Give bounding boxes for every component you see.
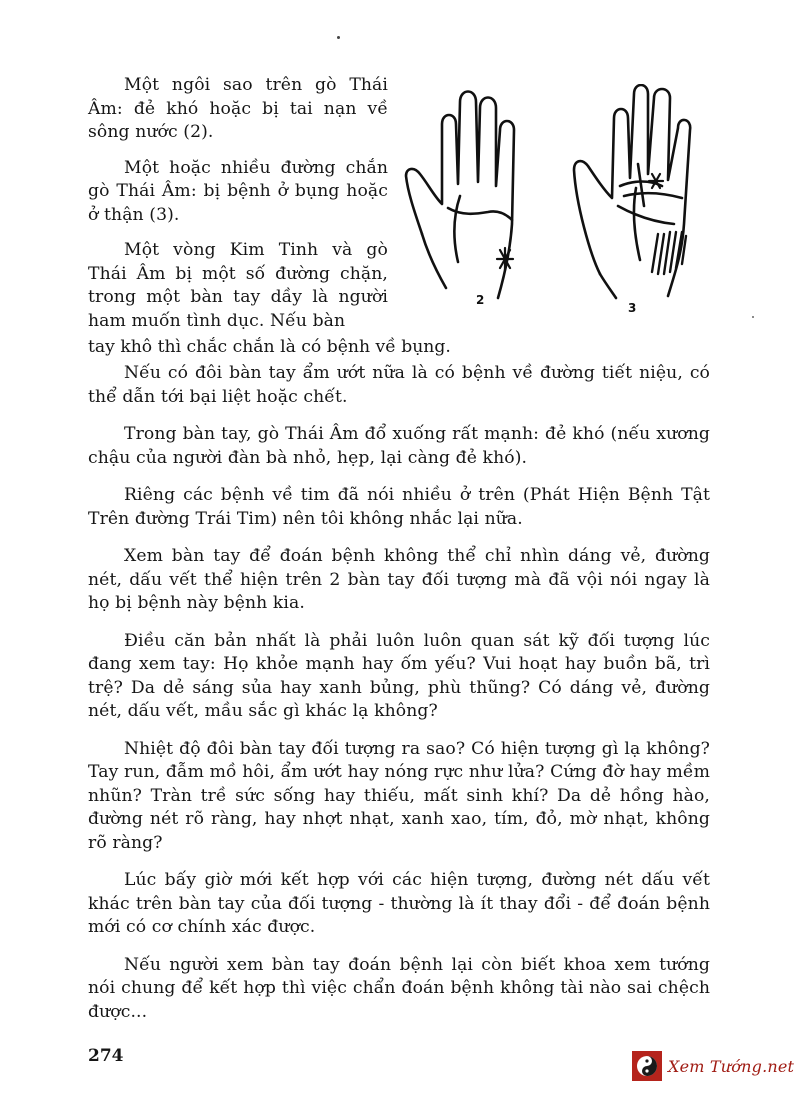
paragraph-combine-signs: Lúc bấy giờ mới kết hợp với các hiện tượng, đường nét dấu vết khác trên bàn tay của đối tượng - thường là ít thay đổi - để đoán bệnh mới có cơ chính xác được. — [88, 870, 710, 937]
page-number: 274 — [88, 1046, 124, 1066]
star-mark-icon — [497, 248, 513, 270]
paragraph-observe-subject: Điều căn bản nhất là phải luôn luôn quan sát kỹ đối tượng lúc đang xem tay: Họ khỏe mạnh hay ốm yếu? Vui hoạt hay buồn bã, trì trệ? Da dẻ sáng sủa hay xanh bủng, phù thũng? Có dáng vẻ, đường nét, dấu vết, mầu sắc gì khác lạ không? — [88, 630, 710, 721]
yin-yang-icon — [632, 1051, 662, 1081]
hand-figure-3 — [574, 85, 690, 298]
site-watermark[interactable] — [632, 1049, 794, 1083]
figure-label-2: 2 — [476, 293, 485, 307]
body-text-block — [88, 362, 710, 1038]
paragraph-not-only-lines: Xem bàn tay để đoán bệnh không thể chỉ nhìn dáng vẻ, đường nét, dấu vết thể hiện trên 2 bàn tay đối tượng mà đã vội nói ngay là họ bị bệnh này bệnh kia. — [88, 546, 710, 613]
paragraph-barring-lines: Một hoặc nhiều đường chắn gò Thái Âm: bị bệnh ở bụng hoặc ở thận (3). — [88, 157, 388, 225]
watermark-text: Xem Tướng.net — [668, 1056, 795, 1076]
scan-speck — [752, 316, 754, 318]
paragraph-moon-mount: Trong bàn tay, gò Thái Âm đổ xuống rất mạnh: đẻ khó (nếu xương chậu của người đàn bà nhỏ, hẹp, lại càng đẻ khó). — [88, 424, 710, 468]
palm-illustrations-svg — [398, 84, 728, 324]
paragraph-star: Một ngôi sao trên gò Thái Âm: đẻ khó hoặc bị tai nạn về sông nước (2). — [88, 75, 388, 142]
paragraph-heart-diseases: Riêng các bệnh về tim đã nói nhiều ở trên (Phát Hiện Bệnh Tật Trên đường Trái Tim) nên tôi không nhắc lại nữa. — [88, 485, 710, 529]
hand-figure-2 — [406, 92, 514, 299]
paragraph-temperature: Nhiệt độ đôi bàn tay đối tượng ra sao? Có hiện tượng gì lạ không? Tay run, đẫm mồ hôi, ẩm ướt hay nóng rực như lửa? Cứng đờ hay mềm nhũn? Tràn trề sức sống hay thiếu, mất sinh khí? Da dẻ hồng hào, đường nét rõ ràng, hay nhợt nhạt, xanh xao, tím, đỏ, mờ nhạt, không rõ ràng? — [88, 738, 710, 853]
paragraph-damp-hands: Nếu có đôi bàn tay ẩm ướt nữa là có bệnh về đường tiết niệu, có thể dẫn tới bại liệt hoặc chết. — [88, 363, 710, 407]
continuation-line: tay khô thì chắc chắn là có bệnh về bụng. — [88, 337, 451, 357]
figure-label-3: 3 — [628, 301, 637, 315]
palm-illustrations — [398, 84, 728, 324]
paragraph-venus-ring: Một vòng Kim Tinh và gò Thái Âm bị một số đường chặn, trong một bàn tay dầy là người ham muốn tình dục. Nếu bàn — [88, 240, 388, 331]
paragraph-physiognomy: Nếu người xem bàn tay đoán bệnh lại còn biết khoa xem tướng nói chung để kết hợp thì việc chẩn đoán bệnh không tài nào sai chệch được... — [88, 954, 710, 1022]
intro-text-block — [88, 74, 388, 333]
scan-speck — [337, 36, 340, 39]
